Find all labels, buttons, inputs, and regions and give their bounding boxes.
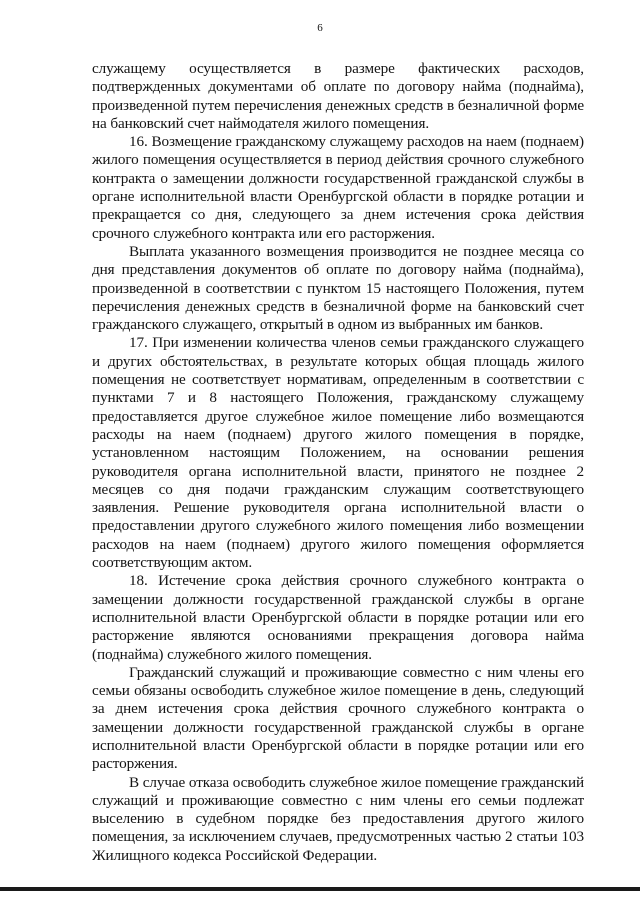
page-number: 6 (317, 22, 323, 34)
paragraph-item-18: 18. Истечение срока действия срочного служебного контракта о замещении должности государственной гражданской службы в органе исполнительной власти Оренбургской области в порядке ротации или его расторжение являются основаниями прекращения договора найма (поднайма) служебного жилого помещения. (92, 572, 584, 663)
paragraph-item-17: 17. При изменении количества членов семьи гражданского служащего и других обстоятельствах, в результате которых общая площадь жилого помещения не соответствует нормативам, определенным в соответствии с пунктами 7 и 8 настоящего Положения, гражданскому служащему предоставляется другое служебное жилое помещение либо возмещаются расходы на наем (поднаем) другого жилого помещения в порядке, установленном настоящим Положением, на основании решения руководителя органа исполнительной власти, принятого не позднее 2 месяцев со дня подачи гражданским служащим соответствующего заявления. Решение руководителя органа исполнительной власти о предоставлении другого служебного жилого помещения либо возмещении расходов на наем (поднаем) другого жилого помещения оформляется соответствующим актом. (92, 334, 584, 572)
paragraph-vacate-obligation: Гражданский служащий и проживающие совместно с ним члены его семьи обязаны освободить служебное жилое помещение в день, следующий за днем истечения срока действия срочного служебного контракта о замещении должности государственной гражданской службы в органе исполнительной власти Оренбургской области в порядке ротации или его расторжения. (92, 663, 584, 773)
bottom-border-line (0, 887, 640, 891)
paragraph-continuation: служащему осуществляется в размере фактических расходов, подтвержденных документами об оплате по договору найма (поднайма), произведенной путем перечисления денежных средств в безналичной форме на банковский счет наймодателя жилого помещения. (92, 60, 584, 132)
document-body (92, 60, 584, 865)
paragraph-payment: Выплата указанного возмещения производится не позднее месяца со дня представления документов об оплате по договору найма (поднайма), произведенной в соответствии с пунктом 15 настоящего Положения, путем перечисления денежных средств в безналичной форме на банковский счет гражданского служащего, открытый в одном из выбранных им банков. (92, 242, 584, 334)
paragraph-eviction: В случае отказа освободить служебное жилое помещение гражданский служащий и проживающие совместно с ним члены его семьи подлежат выселению в судебном порядке без предоставления другого жилого помещения, за исключением случаев, предусмотренных частью 2 статьи 103 Жилищного кодекса Российской Федерации. (92, 773, 584, 864)
paragraph-item-16: 16. Возмещение гражданскому служащему расходов на наем (поднаем) жилого помещения осуществляется в период действия срочного служебного контракта о замещении должности государственной гражданской службы в органе исполнительной власти Оренбургской области в порядке ротации и прекращается со дня, следующего за днем истечения срока действия срочного служебного контракта или его расторжения. (92, 133, 584, 242)
